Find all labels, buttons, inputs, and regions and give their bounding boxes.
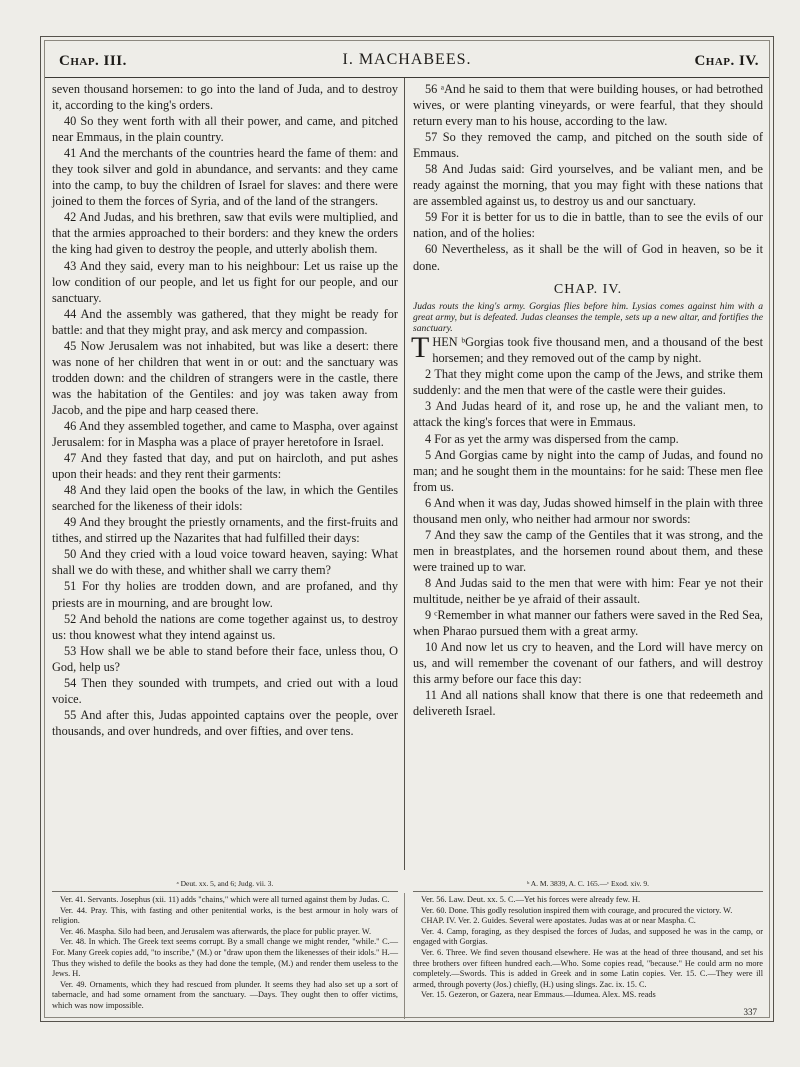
verse: seven thousand horsemen: to go into the land of Juda, and to destroy it, according to the king's orders. (52, 82, 398, 113)
verse: 47 And they fasted that day, and put on haircloth, and put ashes upon their heads: and they rent their garments: (52, 451, 398, 482)
commentary-note: Ver. 15. Gezeron, or Gazera, near Emmaus.—Idumea. Alex. MS. reads (421, 990, 656, 1000)
chapter-summary: Judas routs the king's army. Gorgias flies before him. Lysias comes against him with a great army, but is defeated. Judas cleanses the temple, sets up a new altar, and fortifies the sanctuary. (413, 300, 763, 335)
verse: 7 And they saw the camp of the Gentiles that it was strong, and the men in breastplates, and the horsemen round about them, and these were trained up to war. (413, 527, 763, 574)
commentary-note: Ver. 60. Done. This godly resolution inspired them with courage, and procured the victory. W. (421, 905, 733, 915)
header-book-title: I. MACHABEES. (342, 51, 472, 68)
page-frame (40, 36, 774, 1022)
column-divider (404, 78, 405, 870)
commentary-note: Ver. 44. Pray. This, with fasting and other penitential works, is the best armour in holy wars of religion. (52, 905, 398, 926)
verse: 6 And when it was day, Judas showed himself in the plain with three thousand men only, who neither had armour nor swords: (413, 495, 763, 526)
verse: 52 And behold the nations are come together against us, to destroy us: thou knowest what they intend against us. (52, 611, 398, 642)
verse: 8 And Judas said to the men that were with him: Fear ye not their multitude, neither be ye afraid of their assault. (413, 575, 763, 606)
left-text-column (52, 81, 398, 739)
commentary-note: Ver. 46. Maspha. Silo had been, and Jerusalem was afterwards, the place for public prayer. W. (60, 926, 372, 936)
verse: 9 ᶜRemember in what manner our fathers were saved in the Red Sea, when Pharao pursued them with a great army. (413, 608, 763, 639)
commentary-left (52, 895, 398, 1012)
verse: 50 And they cried with a loud voice toward heaven, saying: What shall we do with these, and whither shall we carry them? (52, 547, 398, 578)
verse: 42 And Judas, and his brethren, saw that evils were multiplied, and that the armies approached to their borders: and they knew the orders the king had given to destroy the people, and utterly abolish them. (52, 210, 398, 257)
header-left-chapter: Chap. III. (59, 53, 127, 69)
footnote-right: ᵇ A. M. 3839, A. C. 165.—ᶜ Exod. xiv. 9. (526, 879, 650, 888)
verse: 49 And they brought the priestly ornaments, and the first-fruits and tithes, and stirred up the Nazarites that had fulfilled their days: (52, 515, 398, 546)
commentary-note: CHAP. IV. Ver. 2. Guides. Several were apostates. Judas was at or near Maspha. C. (421, 916, 696, 926)
notes-column-divider (404, 893, 405, 1019)
notes-rule-right (413, 891, 763, 892)
first-verse-text: HEN ᵇGorgias took five thousand men, and a thousand of the best horsemen; and they removed out of the camp by night. (432, 335, 763, 366)
commentary-note: Ver. 6. Three. We find seven thousand elsewhere. He was at the head of three thousand, and set his three brothers over fifteen hundred each.—Who. Some copies read, "because." He could arm no more completely.—Swords. This is added in Greek and in some Latin copies. Ver. 15. C.—They were ill armed, through poverty (Jos.) chiefly, (H.) using slings. Zac. ix. 15. C. (413, 947, 763, 989)
verse: 53 How shall we be able to stand before their face, unless thou, O God, help us? (52, 643, 398, 674)
verse: 44 And the assembly was gathered, that they might be ready for battle: and that they might pray, and ask mercy and compassion. (52, 306, 398, 337)
verse: 46 And they assembled together, and came to Maspha, over against Jerusalem: for in Maspha was a place of prayer heretofore in Israel. (52, 418, 398, 450)
verse: 55 And after this, Judas appointed captains over the people, over thousands, and over hundreds, and over fifties, and over tens. (52, 707, 398, 738)
verse: 60 Nevertheless, as it shall be the will of God in heaven, so be it done. (413, 242, 763, 273)
commentary-right (413, 895, 763, 1001)
verse: 58 And Judas said: Gird yourselves, and be valiant men, and be ready against the morning, that you may fight with these nations that are assembled against us, to destroy us and our sanctuary. (413, 162, 763, 209)
verse: 48 And they laid open the books of the law, in which the Gentiles searched for the likeness of their idols: (52, 483, 398, 514)
verse: 43 And they said, every man to his neighbour: Let us raise up the low condition of our people, and let us fight for our people, and our sanctuary. (52, 258, 398, 305)
chapter-heading: CHAP. IV. (553, 281, 623, 297)
commentary-note: Ver. 41. Servants. Josephus (xii. 11) adds "chains," which were all turned against them by Judas. C. (60, 895, 390, 904)
verse: 11 And all nations shall know that there is one that redeemeth and delivereth Israel. (413, 688, 763, 719)
page-number: 337 (743, 1007, 757, 1017)
verse: 2 That they might come upon the camp of the Jews, and strike them suddenly: and the men that were of the castle were their guides. (413, 367, 763, 398)
verse: 59 For it is better for us to die in battle, than to see the evils of our nation, and of the holies: (413, 210, 763, 241)
chapter-first-verse (411, 331, 763, 366)
commentary-note: Ver. 49. Ornaments, which they had rescued from plunder. It seems they had also set up a sort of tabernacle, and had some ornament from the sanctuary. —Days. They ought then to offer victims, which was now impossible. (52, 979, 398, 1010)
commentary-note: Ver. 48. In which. The Greek text seems corrupt. By a small change we might render, "while." C.—For. Many Greek copies add, "to inscribe," (M.) or "draw upon them the likenesses of their idols." H.—Thus they wished to defile the books as they had done the temple, (M.) and render them useless to the Jews. H. (52, 937, 398, 979)
drop-cap: T (411, 331, 430, 365)
verse: 51 For thy holies are trodden down, and are profaned, and thy priests are in mourning, and are brought low. (52, 579, 398, 610)
verse: 40 So they went forth with all their power, and came, and pitched near Emmaus, in the plain country. (52, 114, 398, 145)
verse: 3 And Judas heard of it, and rose up, he and the valiant men, to attack the king's forces that were in Emmaus. (413, 399, 763, 430)
right-text-column (413, 81, 763, 719)
verse: 10 And now let us cry to heaven, and the Lord will have mercy on us, and will remember the covenant of our fathers, and will destroy this army before our face this day: (413, 640, 763, 687)
verse: 56 ᵃAnd he said to them that were building houses, or had betrothed wives, or were planting vineyards, or were fearful, that they should return every man to his house, according to the law. (413, 82, 763, 129)
verse: 4 For as yet the army was dispersed from the camp. (425, 431, 679, 446)
running-header (41, 51, 773, 75)
header-rule (45, 77, 769, 78)
verse: 54 Then they sounded with trumpets, and cried out with a loud voice. (52, 675, 398, 706)
header-right-chapter: Chap. IV. (694, 53, 759, 69)
verse: 41 And the merchants of the countries heard the fame of them: and they took silver and gold in abundance, and servants: and they came into the camp, to buy the children of Israel for slaves: and there were joined to them the forces of Syria, and of the land of the strangers. (52, 146, 398, 209)
verse: 57 So they removed the camp, and pitched on the south side of Emmaus. (413, 130, 763, 161)
verse: 45 Now Jerusalem was not inhabited, but was like a desert: there was none of her children that went in or out: and the sanctuary was trodden down: and the children of strangers were in the castle, there was the habitation of the Gentiles: and joy was taken away from Jacob, and the pipe and harp ceased there. (52, 338, 398, 417)
verse: 5 And Gorgias came by night into the camp of Judas, and found no man; and he sought them in the mountains: for he said: These men flee from us. (413, 447, 763, 494)
notes-rule-left (52, 891, 398, 892)
footnote-left: ᵃ Deut. xx. 5, and 6; Judg. vii. 3. (176, 879, 274, 888)
commentary-note: Ver. 4. Camp, foraging, as they despised the forces of Judas, and supposed he was in the camp, or engaged with Gorgias. (413, 926, 763, 947)
commentary-note: Ver. 56. Law. Deut. xx. 5. C.—Yet his forces were already few. H. (421, 895, 641, 904)
